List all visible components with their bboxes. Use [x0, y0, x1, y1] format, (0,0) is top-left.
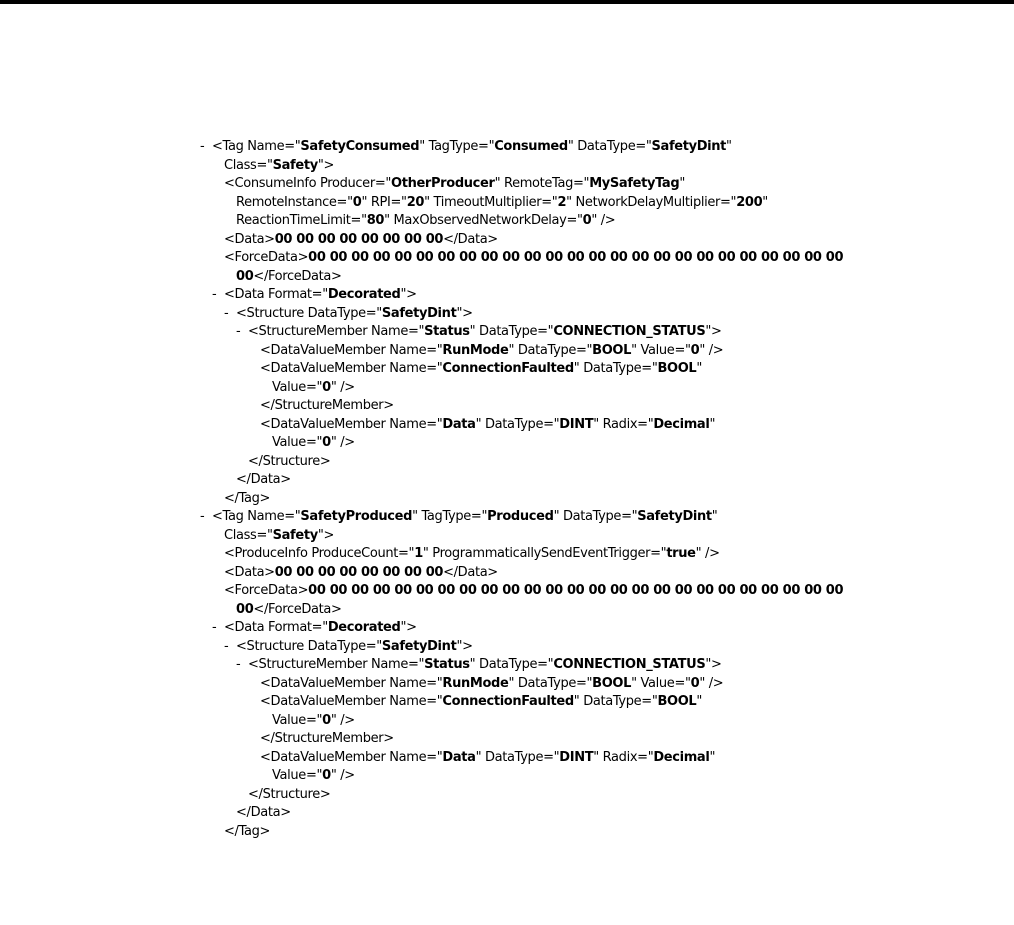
xml-markup: </StructureMember> — [260, 398, 394, 413]
xml-markup: " DataType=" — [469, 324, 554, 339]
xml-line — [200, 249, 1006, 268]
xml-value: Decimal — [653, 749, 710, 765]
xml-value: RunMode — [442, 342, 509, 358]
xml-markup: </Tag> — [224, 490, 271, 506]
collapse-toggle[interactable]: - — [236, 657, 241, 672]
xml-value: 200 — [736, 194, 763, 210]
xml-markup: " — [679, 176, 685, 191]
xml-line — [200, 268, 1006, 287]
xml-markup: " DataType=" — [573, 361, 658, 376]
xml-value: Safety — [272, 157, 318, 173]
xml-markup: " /> — [330, 712, 355, 728]
xml-markup: ReactionTimeLimit=" — [236, 213, 367, 228]
xml-markup: " /> — [330, 435, 355, 450]
xml-markup: " — [711, 509, 718, 524]
xml-value: 00 00 00 00 00 00 00 00 — [274, 564, 444, 580]
xml-value: ConnectionFaulted — [442, 694, 574, 709]
xml-line — [200, 545, 1006, 564]
xml-value: Safety — [272, 527, 318, 543]
xml-value: SafetyDint — [381, 305, 457, 321]
xml-value: Status — [424, 657, 470, 672]
xml-markup: Class=" — [224, 527, 273, 543]
xml-markup: "> — [705, 657, 722, 672]
xml-value: DINT — [559, 749, 594, 765]
xml-markup: <DataValueMember Name=" — [260, 342, 443, 358]
xml-line — [200, 656, 1006, 675]
xml-value: ConnectionFaulted — [442, 361, 574, 376]
xml-value: 0 — [582, 213, 592, 228]
xml-markup: " Radix=" — [593, 749, 654, 765]
xml-value: CONNECTION_STATUS — [553, 324, 706, 339]
collapse-toggle[interactable]: - — [200, 509, 205, 524]
xml-value: 00 00 00 00 00 00 00 00 00 00 00 00 00 00 00 00 00 00 00 00 00 00 00 00 00 — [308, 250, 844, 265]
xml-line — [200, 730, 1006, 749]
collapse-toggle[interactable]: - — [212, 287, 217, 302]
xml-markup: " TagType=" — [419, 139, 495, 154]
xml-markup: </Structure> — [248, 453, 331, 469]
xml-markup: " /> — [591, 213, 616, 228]
xml-value: Produced — [487, 509, 554, 524]
xml-markup: " NetworkDelayMultiplier=" — [566, 194, 737, 210]
xml-value: 0 — [690, 342, 700, 358]
xml-value: 0 — [352, 194, 362, 210]
xml-value: 80 — [366, 213, 385, 228]
xml-value: Status — [424, 324, 470, 339]
xml-markup: "> — [317, 527, 335, 543]
xml-markup: "> — [456, 638, 473, 654]
xml-value: DINT — [559, 416, 594, 432]
xml-line — [200, 767, 1006, 786]
xml-markup: " — [696, 694, 703, 709]
xml-markup: " DataType=" — [475, 416, 560, 432]
xml-markup: RemoteInstance=" — [236, 194, 353, 210]
xml-markup: "> — [705, 324, 722, 339]
xml-line — [200, 212, 1006, 231]
xml-markup: " DataType=" — [508, 675, 593, 691]
xml-line — [200, 601, 1006, 620]
xml-markup: <DataValueMember Name=" — [260, 416, 443, 432]
xml-line — [200, 712, 1006, 731]
xml-markup: " RemoteTag=" — [494, 176, 590, 191]
xml-line — [200, 305, 1006, 324]
top-border — [0, 0, 1014, 4]
xml-markup: " — [726, 139, 732, 154]
xml-markup: " — [709, 749, 716, 765]
xml-line — [200, 490, 1006, 509]
xml-value: true — [666, 546, 696, 561]
xml-markup: </Data> — [236, 805, 291, 820]
xml-line — [200, 564, 1006, 583]
xml-value: SafetyProduced — [300, 509, 413, 524]
xml-value: 0 — [690, 675, 700, 691]
xml-value: Consumed — [494, 139, 568, 154]
xml-markup: " Value=" — [631, 675, 691, 691]
xml-markup: " DataType=" — [469, 657, 554, 672]
xml-markup: <Structure DataType=" — [236, 638, 382, 654]
xml-markup: <DataValueMember Name=" — [260, 361, 443, 376]
xml-markup: " MaxObservedNetworkDelay=" — [384, 213, 583, 228]
xml-value: Decorated — [327, 620, 401, 635]
xml-markup: <DataValueMember Name=" — [260, 749, 443, 765]
xml-markup: " — [696, 361, 703, 376]
xml-line — [200, 286, 1006, 305]
xml-line — [200, 416, 1006, 435]
xml-markup: </ForceData> — [253, 268, 342, 284]
xml-markup: <Data Format=" — [224, 620, 328, 635]
xml-line — [200, 804, 1006, 823]
xml-markup: " DataType=" — [573, 694, 658, 709]
xml-markup: <Data> — [224, 231, 275, 247]
xml-markup: </StructureMember> — [260, 731, 394, 746]
xml-value: 00 — [236, 268, 254, 284]
xml-markup: " Value=" — [631, 342, 691, 358]
xml-markup: <ForceData> — [224, 250, 309, 265]
xml-line — [200, 471, 1006, 490]
xml-markup: "> — [400, 620, 417, 635]
xml-line — [200, 693, 1006, 712]
xml-markup: <ForceData> — [224, 583, 309, 598]
collapse-toggle[interactable]: - — [224, 638, 229, 654]
xml-markup: " DataType=" — [553, 509, 638, 524]
collapse-toggle[interactable]: - — [200, 139, 205, 154]
xml-markup: " /> — [330, 379, 355, 395]
xml-line — [200, 175, 1006, 194]
xml-value: Data — [442, 416, 476, 432]
xml-markup: </ForceData> — [253, 601, 342, 617]
xml-markup: " /> — [699, 675, 724, 691]
xml-markup: </Structure> — [248, 786, 331, 802]
xml-markup: Value=" — [272, 712, 323, 728]
xml-markup: " RPI=" — [361, 194, 407, 210]
xml-line — [200, 527, 1006, 546]
xml-markup: <ConsumeInfo Producer=" — [224, 176, 391, 191]
xml-line — [200, 582, 1006, 601]
xml-value: CONNECTION_STATUS — [553, 657, 706, 672]
xml-line — [200, 157, 1006, 176]
xml-value: BOOL — [657, 694, 697, 709]
xml-value: 0 — [322, 712, 331, 728]
xml-markup: <Data> — [224, 564, 275, 580]
xml-value: 1 — [414, 546, 423, 561]
xml-markup: " DataType=" — [475, 749, 560, 765]
xml-value: Data — [442, 749, 476, 765]
xml-markup: Value=" — [272, 435, 323, 450]
xml-value: MySafetyTag — [589, 176, 680, 191]
xml-line — [200, 342, 1006, 361]
xml-markup: Class=" — [224, 157, 273, 173]
xml-markup: " DataType=" — [567, 139, 652, 154]
xml-line — [200, 675, 1006, 694]
xml-markup: <Data Format=" — [224, 287, 328, 302]
xml-value: SafetyDint — [381, 638, 457, 654]
xml-line — [200, 434, 1006, 453]
xml-markup: Value=" — [272, 768, 323, 783]
xml-markup: <StructureMember Name=" — [248, 657, 425, 672]
xml-markup: <Structure DataType=" — [236, 305, 382, 321]
xml-markup: " Radix=" — [593, 416, 654, 432]
xml-value: BOOL — [657, 361, 697, 376]
xml-value: 20 — [406, 194, 425, 210]
xml-markup: </Data> — [443, 564, 498, 580]
xml-markup: " /> — [330, 768, 355, 783]
xml-value: BOOL — [592, 675, 632, 691]
xml-markup: " TimeoutMultiplier=" — [424, 194, 558, 210]
xml-markup: </Data> — [443, 231, 498, 247]
xml-markup: " — [709, 416, 716, 432]
xml-value: 00 00 00 00 00 00 00 00 00 00 00 00 00 00 00 00 00 00 00 00 00 00 00 00 00 — [308, 583, 844, 598]
xml-markup: " ProgrammaticallySendEventTrigger=" — [422, 546, 667, 561]
xml-value: SafetyConsumed — [300, 139, 420, 154]
xml-markup: <DataValueMember Name=" — [260, 694, 443, 709]
xml-markup: </Tag> — [224, 823, 271, 839]
xml-line — [200, 619, 1006, 638]
xml-line — [200, 508, 1006, 527]
xml-line — [200, 323, 1006, 342]
collapse-toggle[interactable]: - — [236, 324, 241, 339]
xml-tree-view — [200, 138, 1006, 841]
xml-value: 0 — [322, 435, 331, 450]
xml-markup: <Tag Name=" — [212, 509, 301, 524]
xml-value: RunMode — [442, 675, 509, 691]
xml-value: SafetyDint — [651, 139, 727, 154]
xml-line — [200, 138, 1006, 157]
xml-line — [200, 231, 1006, 250]
xml-markup: " /> — [699, 342, 724, 358]
collapse-toggle[interactable]: - — [212, 620, 217, 635]
xml-value: Decorated — [327, 287, 401, 302]
xml-markup: <Tag Name=" — [212, 139, 301, 154]
xml-value: BOOL — [592, 342, 632, 358]
xml-line — [200, 379, 1006, 398]
xml-markup: " /> — [695, 546, 720, 561]
collapse-toggle[interactable]: - — [224, 305, 229, 321]
xml-markup: "> — [456, 305, 473, 321]
xml-line — [200, 823, 1006, 842]
xml-line — [200, 360, 1006, 379]
xml-markup: "> — [317, 157, 335, 173]
xml-value: Decimal — [653, 416, 710, 432]
xml-line — [200, 786, 1006, 805]
xml-value: 0 — [322, 379, 331, 395]
xml-line — [200, 397, 1006, 416]
xml-value: SafetyDint — [637, 509, 712, 524]
xml-markup: </Data> — [236, 472, 291, 487]
xml-line — [200, 749, 1006, 768]
xml-line — [200, 194, 1006, 213]
xml-value: OtherProducer — [391, 176, 495, 191]
xml-markup: " DataType=" — [508, 342, 593, 358]
xml-value: 00 00 00 00 00 00 00 00 — [274, 231, 444, 247]
xml-markup: Value=" — [272, 379, 323, 395]
xml-value: 00 — [236, 601, 254, 617]
xml-markup: <DataValueMember Name=" — [260, 675, 443, 691]
xml-markup: <StructureMember Name=" — [248, 324, 425, 339]
xml-line — [200, 453, 1006, 472]
xml-markup: <ProduceInfo ProduceCount=" — [224, 546, 415, 561]
xml-line — [200, 638, 1006, 657]
xml-value: 2 — [557, 194, 567, 210]
xml-value: 0 — [322, 768, 331, 783]
xml-markup: " TagType=" — [412, 509, 488, 524]
xml-markup: "> — [400, 287, 417, 302]
xml-markup: " — [762, 194, 768, 210]
